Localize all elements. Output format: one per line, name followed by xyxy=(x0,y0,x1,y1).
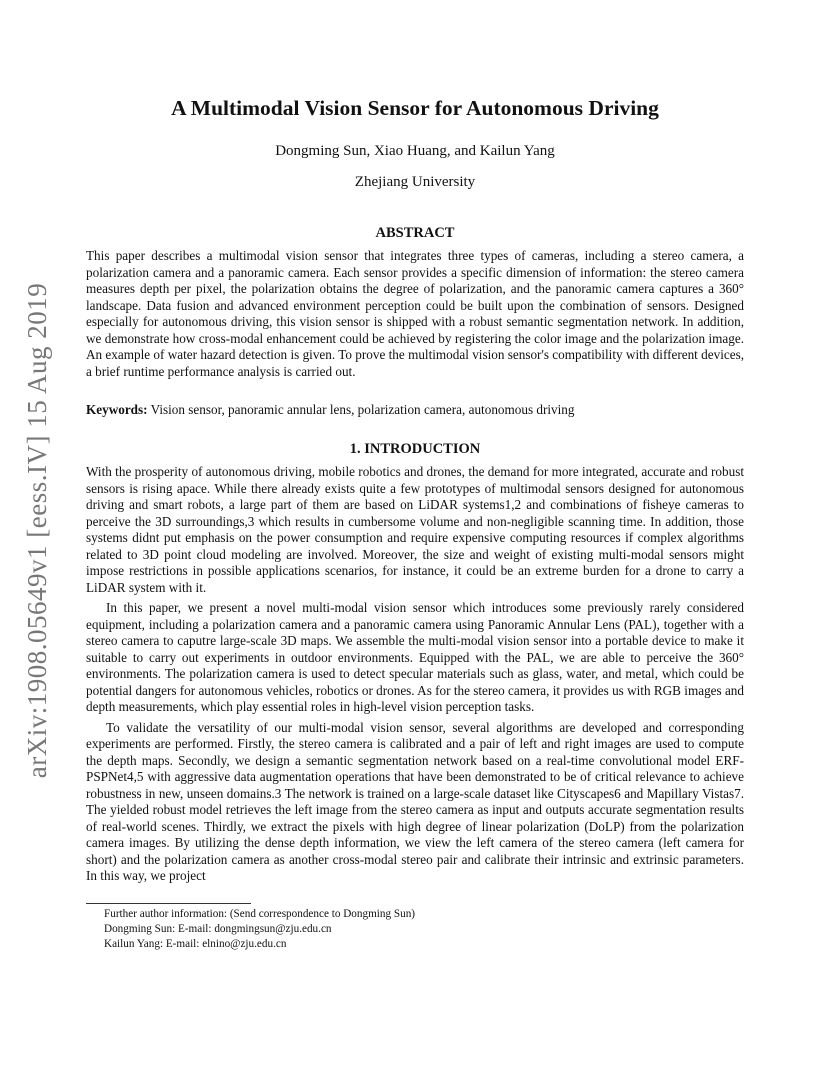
footnotes xyxy=(104,907,744,952)
affiliation: Zhejiang University xyxy=(354,174,476,190)
intro-paragraph-2: In this paper, we present a novel multi-modal vision sensor which introduces some previously rarely considered equipment, including a polarization camera and a panoramic camera using Panoramic Annular Lens (PAL), together with a stereo camera to caputre large-scale 3D maps. We assemble the multi-modal vision sensor into a portable device to make it suitable to carry out experiments in outdoor environments. Equipped with the PAL, we are able to perceive the 360° environments. The polarization camera is used to detect specular materials such as glass, water, and metal, which could be potential dangers for autonomous vehicles, robotics or drones. As for the stereo camera, it provides us with RGB images and depth measurements, which play essential roles in high-level vision perception tasks. xyxy=(86,600,744,714)
author-list: Dongming Sun, Xiao Huang, and Kailun Yang xyxy=(275,143,555,159)
introduction-heading: 1. INTRODUCTION xyxy=(349,441,481,457)
abstract-section xyxy=(86,248,744,380)
arxiv-identifier: arXiv:1908.05649v1 [eess.IV] 15 Aug 2019 xyxy=(22,282,53,778)
abstract-text: This paper describes a multimodal vision sensor that integrates three types of cameras, including a stereo camera, a polarization camera and a panoramic camera. Each sensor provides a specific dimension of information: the stereo camera measures depth per pixel, the polarization obtains the degree of polarization, and the panoramic camera captures a 360° landscape. Data fusion and advanced environment perception could be built upon the combination of sensors. Designed especially for autonomous driving, this vision sensor is shipped with a robust semantic segmentation network. In addition, we demonstrate how cross-modal enhancement could be achieved by registering the color image and the polarization image. An example of water hazard detection is given. To prove the multimodal vision sensor's compatibility with different devices, a brief runtime performance analysis is carried out. xyxy=(86,248,744,379)
introduction-section xyxy=(86,464,744,885)
abstract-heading: ABSTRACT xyxy=(375,225,455,241)
keywords-label: Keywords: xyxy=(86,402,148,417)
intro-paragraph-3: To validate the versatility of our multi-modal vision sensor, several algorithms are developed and corresponding experiments are performed. Firstly, the stereo camera is calibrated and a pair of left and right images are used to compute the depth maps. Secondly, we design a semantic segmentation network based on a real-time convolutional model ERF-PSPNet4,5 with aggressive data augmentation operations that have been demonstrated to be of critical relevance to achieve robustness in new, unseen domains.3 The network is trained on a large-scale dataset like Cityscapes6 and Mapillary Vistas7. The yielded robust model retrieves the left image from the stereo camera as input and outputs accurate segmentation results of real-world scenes. Thirdly, we extract the pixels with high degree of linear polarization (DoLP) from the polarization camera images. By utilizing the dense depth information, we view the left camera of the stereo camera (left camera for short) and the polarization camera as another cross-modal stereo pair and calibrate their intrinsic and extrinsic parameters. In this way, we project xyxy=(86,719,744,883)
footnote-line: Kailun Yang: E-mail: elnino@zju.edu.cn xyxy=(104,938,287,950)
arxiv-sidebar xyxy=(18,270,58,790)
paper-title: A Multimodal Vision Sensor for Autonomous Driving xyxy=(171,96,659,120)
keywords-text: Vision sensor, panoramic annular lens, polarization camera, autonomous driving xyxy=(150,402,575,417)
intro-paragraph-1: With the prosperity of autonomous driving, mobile robotics and drones, the demand for more integrated, accurate and robust sensors is rising apace. While there already exists quite a few prototypes of multimodal sensors designed for autonomous driving and smart robots, a large part of them are based on LiDAR systems1,2 and combinations of fisheye cameras to perceive the 3D surroundings,3 which results in cumbersome volume and non-negligible scanning time. In addition, those systems didnt put emphasis on the power consumption and require expensive computing resources if complex algorithms related to 3D point cloud modeling are involved. Moreover, the size and weight of existing multi-modal sensors might impose restrictions in possible applications scenarios, for instance, it could be an extreme burden for a drone to carry a LiDAR system with it. xyxy=(86,464,744,595)
footnote-line: Dongming Sun: E-mail: dongmingsun@zju.edu.cn xyxy=(104,923,332,935)
footnote-line: Further author information: (Send correspondence to Dongming Sun) xyxy=(104,908,416,920)
footnote-rule xyxy=(86,903,251,904)
keywords-section xyxy=(86,402,744,419)
